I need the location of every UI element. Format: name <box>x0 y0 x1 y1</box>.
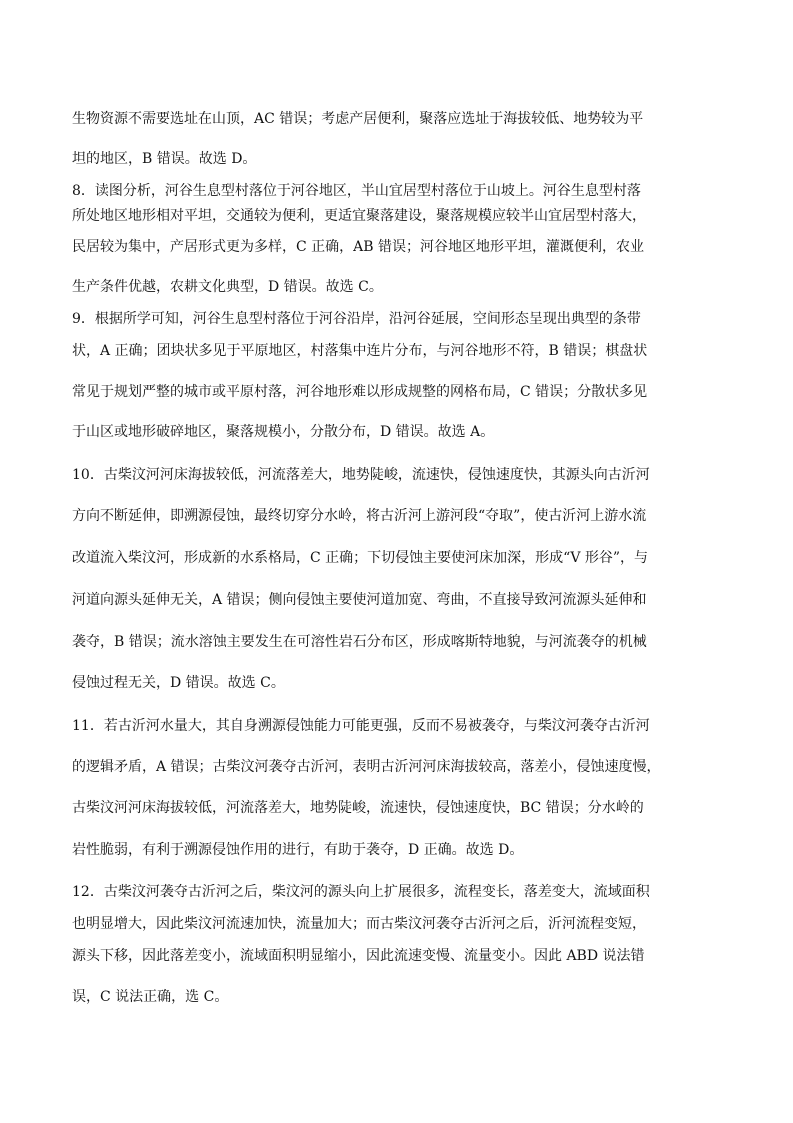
text-line: 河道向源头延伸无关，A 错误；侧向侵蚀主要使河道加宽、弯曲，不直接导致河流源头延伸和 <box>72 592 647 608</box>
text-line: 改道流入柴汶河，形成新的水系格局，C 正确；下切侵蚀主要使河床加深，形成“V 形谷”，与 <box>72 550 649 566</box>
text-line: 于山区或地形破碎地区，聚落规模小，分散分布，D 错误。故选 A。 <box>72 424 495 440</box>
text-line: 源头下移，因此落差变小，流域面积明显缩小，因此流速变慢、流量变小。因此 ABD 说法错 <box>72 948 645 964</box>
text-line: 的逻辑矛盾，A 错误；古柴汶河袭夺古沂河，表明古沂河河床海拔较高，落差小，侵蚀速度慢， <box>72 759 661 775</box>
text-line: 生产条件优越，农耕文化典型，D 错误。故选 C。 <box>72 279 383 295</box>
text-line: 侵蚀过程无关，D 错误。故选 C。 <box>72 675 285 691</box>
text-line: 民居较为集中，产居形式更为多样，C 正确，AB 错误；河谷地区地形平坦，灌溉便利，农业 <box>72 239 645 255</box>
text-line: 袭夺，B 错误；流水溶蚀主要发生在可溶性岩石分布区，形成喀斯特地貌，与河流袭夺的机械 <box>72 634 647 650</box>
text-line: 误，C 说法正确，选 C。 <box>72 989 229 1005</box>
text-line: 坦的地区，B 错误。故选 D。 <box>72 151 257 167</box>
text-line: 10．古柴汶河河床海拔较低，河流落差大，地势陡峻，流速快，侵蚀速度快，其源头向古沂河 <box>72 467 650 483</box>
text-line: 古柴汶河河床海拔较低，河流落差大，地势陡峻，流速快，侵蚀速度快，BC 错误；分水岭的 <box>72 800 644 816</box>
text-line: 岩性脆弱，有利于溯源侵蚀作用的进行，有助于袭夺，D 正确。故选 D。 <box>72 842 524 858</box>
text-line: 12．古柴汶河袭夺古沂河之后，柴汶河的源头向上扩展很多，流程变长，落差变大，流域面积 <box>72 884 650 900</box>
text-line: 所处地区地形相对平坦，交通较为便利，更适宜聚落建设，聚落规模应较半山宜居型村落大， <box>72 208 646 224</box>
text-line: 生物资源不需要选址在山顶，AC 错误；考虑产居便利，聚落应选址于海拔较低、地势较为平 <box>72 111 644 127</box>
text-line: 也明显增大，因此柴汶河流速加快，流量加大；而古柴汶河袭夺古沂河之后，沂河流程变短， <box>72 916 646 932</box>
text-line: 9．根据所学可知，河谷生息型村落位于河谷沿岸，沿河谷延展，空间形态呈现出典型的条带 <box>72 311 641 327</box>
text-line: 状，A 正确；团块状多见于平原地区，村落集中连片分布，与河谷地形不符，B 错误；棋盘状 <box>72 343 648 359</box>
text-line: 11．若古沂河水量大，其自身溯源侵蚀能力可能更强，反而不易被袭夺，与柴汶河袭夺古沂河 <box>72 718 650 734</box>
text-line: 方向不断延伸，即溯源侵蚀，最终切穿分水岭，将古沂河上游河段“夺取”，使古沂河上游水流 <box>72 508 647 524</box>
text-line: 8．读图分析，河谷生息型村落位于河谷地区，半山宜居型村落位于山坡上。河谷生息型村落 <box>72 183 641 199</box>
text-line: 常见于规划严整的城市或平原村落，河谷地形难以形成规整的网格布局，C 错误；分散状多见 <box>72 384 648 400</box>
